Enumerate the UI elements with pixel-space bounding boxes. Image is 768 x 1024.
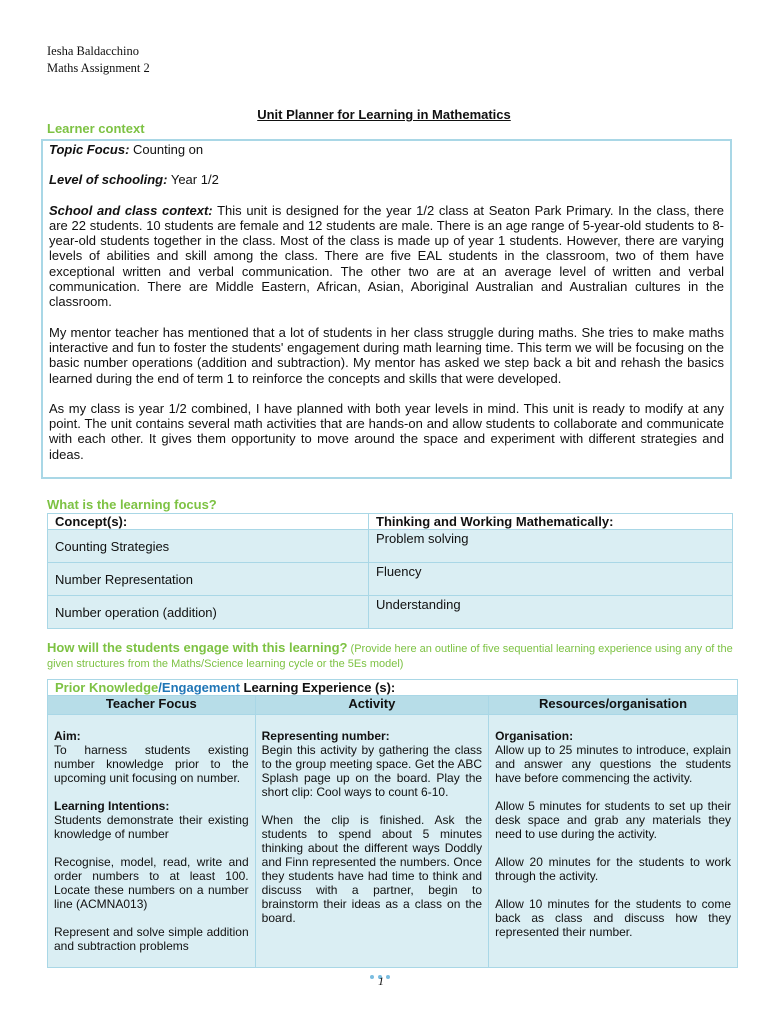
- learning-focus-table: [47, 513, 733, 629]
- school-context-text: This unit is designed for the year 1/2 class at Seaton Park Primary. In the class, there are 22 students. 10 students are female and 12 students are male. There is an age range of 5-year-old students to 8-year-old students together in the class. Most of the class is made up of year 1 students. However, there are varying levels of abilities and skill among the class. There are five EAL students in the classroom, two of them have exceptional written and verbal communication. The other two are at an average level of written and verbal communication. There are Middle Eastern, African, Asian, Aboriginal Australian and Australian cultures in the classroom.: [49, 202, 725, 310]
- organisation-label: Organisation:: [495, 729, 574, 743]
- organisation-text-4: Allow 10 minutes for the students to come back as class and discuss how they represented their number.: [495, 897, 731, 939]
- learning-experience-header-row: [48, 696, 738, 715]
- learning-experience-body-row: [48, 715, 738, 968]
- organisation-text-1: Allow up to 25 minutes to introduce, explain and answer any questions the students have before commencing the activity.: [495, 743, 731, 785]
- thinking-cell: Understanding: [369, 596, 733, 629]
- level-line: [49, 172, 724, 187]
- learning-focus-heading: What is the learning focus?: [47, 497, 217, 512]
- concept-cell: Number operation (addition): [48, 596, 369, 629]
- resources-cell: [489, 715, 738, 968]
- table-row: [48, 596, 733, 629]
- author-block: [47, 43, 150, 77]
- page-number: 1: [378, 974, 384, 988]
- page-dots-decoration: [370, 966, 398, 974]
- engagement-question: How will the students engage with this learning?: [47, 640, 348, 655]
- learning-intentions-text-2: Recognise, model, read, write and order numbers to at least 100. Locate these numbers on a number line (ACMNA013): [54, 855, 249, 911]
- thinking-cell: Fluency: [369, 563, 733, 596]
- learning-intentions-label: Learning Intentions:: [54, 799, 170, 813]
- activity-label: Representing number:: [261, 729, 390, 743]
- table-header-row: [48, 514, 733, 530]
- concepts-header: Concept(s):: [48, 514, 369, 530]
- thinking-cell: Problem solving: [369, 530, 733, 563]
- concept-cell: Number Representation: [48, 563, 369, 596]
- learning-experience-title: [48, 680, 738, 696]
- mentor-paragraph: My mentor teacher has mentioned that a lot of students in her class struggle during maths. She tries to make maths interactive and fun to foster the students' engagement during math learning time. This term we will be focusing on the basic number operations (addition and subtraction). My mentor has asked we step back a bit and rehash the basics learned during the end of term 1 to reinforce the concepts and skills that were developed.: [49, 324, 724, 386]
- thinking-header: Thinking and Working Mathematically:: [369, 514, 733, 530]
- engagement-heading: [47, 641, 737, 671]
- teacher-focus-cell: [48, 715, 256, 968]
- title-rest: Learning Experience (s):: [239, 680, 396, 695]
- learning-intentions-text: Students demonstrate their existing knowledge of number: [54, 813, 249, 841]
- aim-text: To harness students existing number knowledge prior to the upcoming unit focusing on number.: [54, 743, 249, 785]
- learning-intentions-text-3: Represent and solve simple addition and subtraction problems: [54, 925, 249, 953]
- table-row: [48, 530, 733, 563]
- learning-experience-table: [47, 679, 738, 968]
- activity-header: Activity: [255, 696, 488, 715]
- concept-cell: Counting Strategies: [48, 530, 369, 563]
- topic-line: [49, 142, 724, 157]
- title-prior-knowledge: Prior Knowledge: [55, 680, 159, 695]
- activity-cell: [255, 715, 488, 968]
- activity-text-2: When the clip is finished. Ask the students to spend about 5 minutes thinking about the different ways Doddly and Finn represented the numbers. Once they students have had time to think and discuss with a partner, begin to brainstorm their ideas as a class on the board.: [261, 813, 483, 925]
- school-context-paragraph: [49, 203, 724, 310]
- learner-context-box: [41, 139, 732, 479]
- assignment-name: Maths Assignment 2: [47, 61, 150, 75]
- school-context-label: School and class context:: [49, 202, 213, 218]
- teacher-focus-header: Teacher Focus: [48, 696, 256, 715]
- table-row: [48, 563, 733, 596]
- learning-experience-title-row: [48, 680, 738, 696]
- topic-value: Counting on: [129, 142, 204, 157]
- topic-label: Topic Focus:: [49, 142, 130, 157]
- engagement-note: (Provide here an outline of five sequential learning experience using any of the given structures from the Maths/Science learning cycle or the 5Es model): [47, 643, 733, 670]
- author-name: Iesha Baldacchino: [47, 44, 139, 58]
- plan-paragraph: As my class is year 1/2 combined, I have planned with both year levels in mind. This unit is ready to modify at any point. The unit contains several math activities that are hands-on and allow students to collaborate and communicate with each other. It gives them opportunity to move around the space and experiment with different strategies and ideas.: [49, 400, 724, 462]
- title-engagement: Engagement: [161, 680, 240, 695]
- level-value: Year 1/2: [167, 172, 219, 188]
- resources-header: Resources/organisation: [489, 696, 738, 715]
- title-slash: /: [158, 680, 162, 695]
- document-title: Unit Planner for Learning in Mathematics: [257, 107, 511, 122]
- learner-context-heading: Learner context: [47, 121, 145, 136]
- level-label: Level of schooling:: [49, 172, 168, 188]
- organisation-text-3: Allow 20 minutes for the students to work through the activity.: [495, 855, 731, 883]
- aim-label: Aim:: [54, 729, 81, 743]
- organisation-text-2: Allow 5 minutes for students to set up their desk space and grab any materials they need to use during the activity.: [495, 799, 731, 841]
- activity-text-1: Begin this activity by gathering the class to the group meeting space. Get the ABC Splash page up on the board. Play the short clip: Cool ways to count 6-10.: [261, 743, 483, 799]
